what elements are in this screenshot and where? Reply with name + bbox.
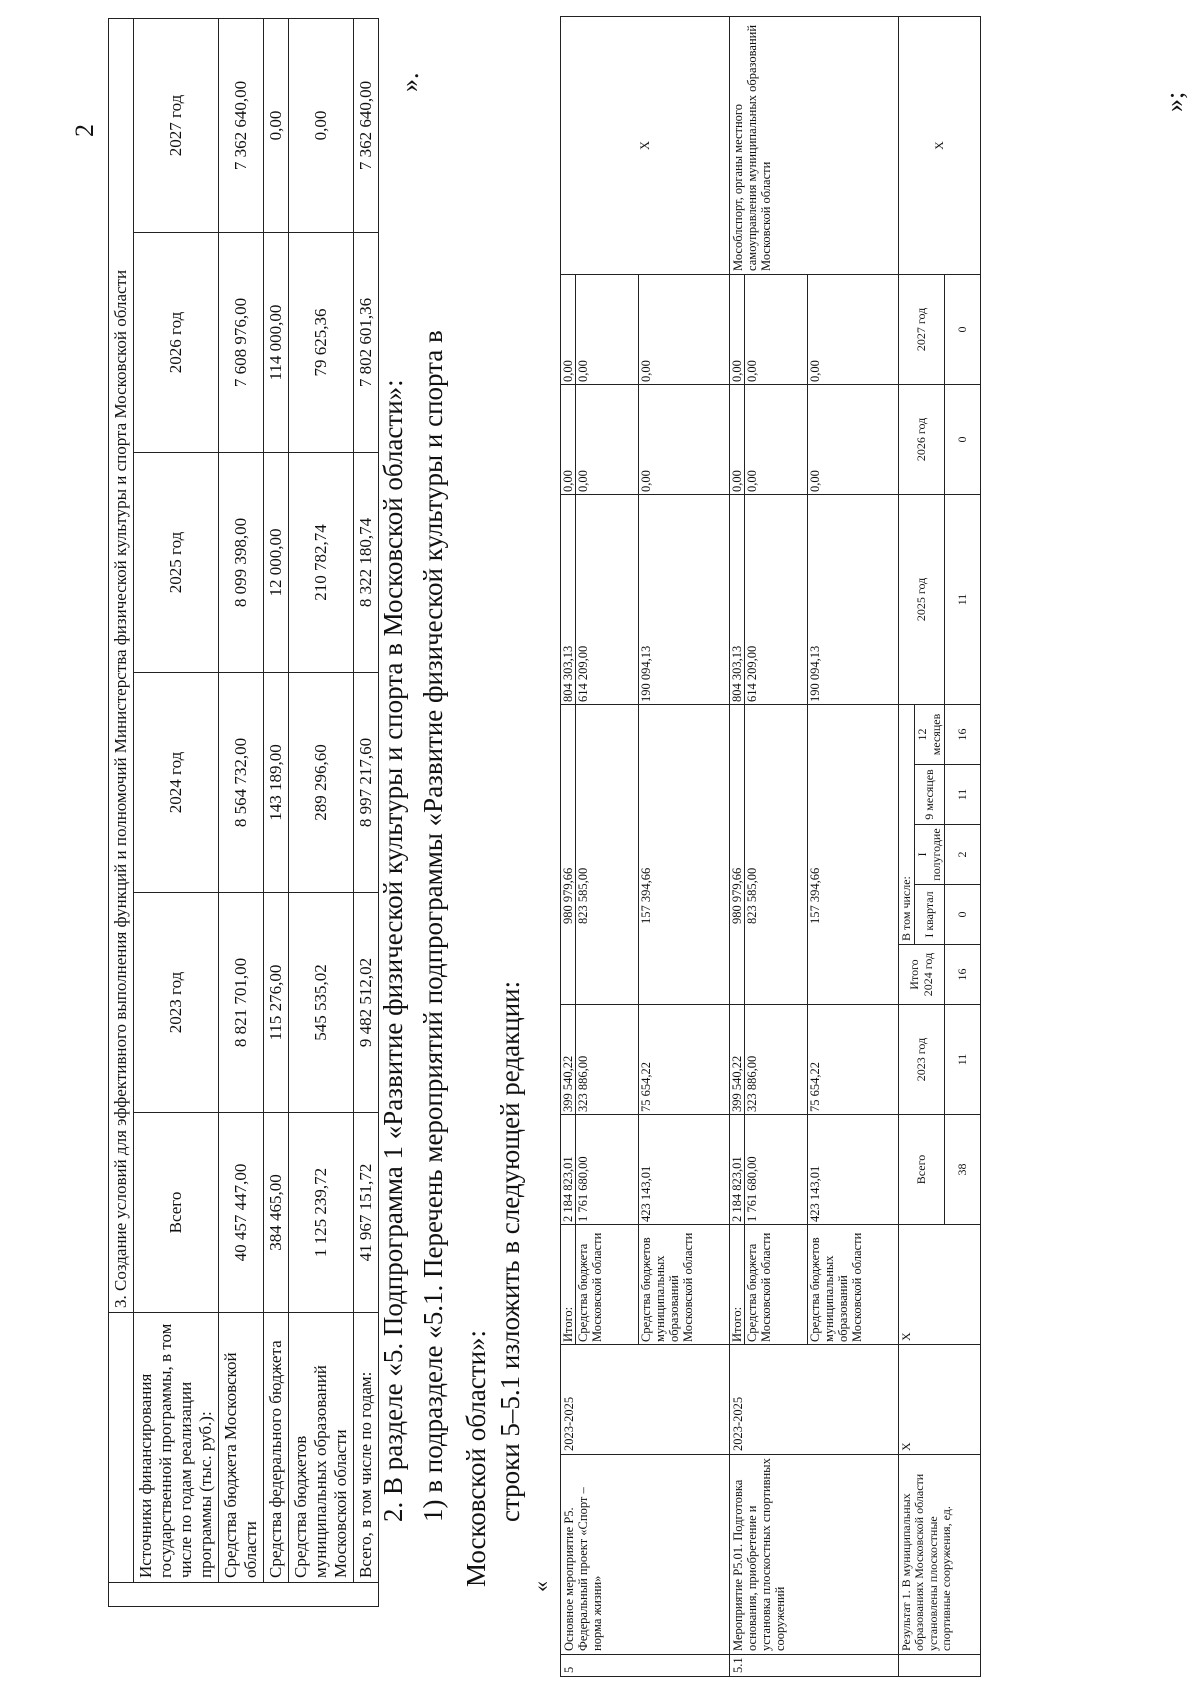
y2025-values [730,495,898,704]
cell-value: 8 821 701,00 [219,893,264,1113]
cell-value: 143 189,00 [264,673,289,893]
cell-value: 8 322 180,74 [354,453,379,673]
closing-quote: ». [395,72,424,92]
cell-value: 0,00 [561,385,576,494]
row-label: Средства бюджета Московской области [219,1313,264,1583]
table-row [730,16,899,1676]
cell-value: 157 394,66 [639,867,653,924]
opening-quote: « [528,1581,553,1592]
col-12m: 12 месяцев [915,704,945,764]
cell-value: 115 276,00 [264,893,289,1113]
cell-value: 980 979,66 [561,705,576,1004]
table1-header-label: Источники финансирования государственной программы, в том числе по годам реализации программы (тыс. руб.): [134,1313,219,1583]
empty-left-cell [109,1583,379,1607]
cell-value: 614 209,00 [576,495,639,704]
cell-value: 823 585,00 [576,705,639,1004]
cell-value: 323 886,00 [745,1005,808,1114]
cell-value: 16 [945,704,981,764]
y2023-values [730,1005,898,1114]
cell-value: 75 654,22 [808,1062,822,1112]
paragraph-section-2: 2. В разделе «5. Подпрограмма 1 «Развитие физической культуры и спорта в Московской области»: [378,379,408,1522]
col-2023: 2023 год [899,1005,945,1115]
col-q1: I квартал [915,885,945,945]
col-9m: 9 месяцев [915,765,945,825]
col-2026: 2026 год [134,233,219,453]
cell-value: 8 564 732,00 [219,673,264,893]
cell-value: 0,00 [561,275,576,384]
cell-value: 0 [945,384,981,494]
cell-value: 423 143,01 [808,1165,822,1222]
cell-value: 8 997 217,60 [354,673,379,893]
y2027-values [561,275,729,384]
cell-value: 2 184 823,01 [561,1115,576,1224]
empty-num-cell [899,1655,981,1677]
cell-value: 545 535,02 [289,893,354,1113]
row-label: Средства федерального бюджета [264,1313,289,1583]
cell-value: 399 540,22 [730,1005,745,1114]
col-2026: 2026 год [899,384,945,494]
y2023-values [561,1005,729,1114]
cell-value: 75 654,22 [639,1062,653,1112]
cell-value: 614 209,00 [745,495,808,704]
source-label: Итого: [561,1225,576,1344]
total-values [730,1115,898,1224]
col-total: Всего [134,1113,219,1313]
col-2024: 2024 год [134,673,219,893]
result-x: X [899,1225,981,1345]
responsible-cell: Мособлспорт, органы местного самоуправления муниципальных образований Московской области [730,16,899,274]
cell-value: 804 303,13 [730,495,745,704]
cell-value: 0,00 [576,385,639,494]
cell-value: 0,00 [730,385,745,494]
source-label: Средства бюджетов муниципальных образований Московской области [808,1232,864,1342]
cell-value: 12 000,00 [264,453,289,673]
cell-value: 0,00 [264,18,289,232]
cell-value: 190 094,13 [808,645,822,702]
cell-value: 0,00 [745,275,808,384]
page-number: 2 [70,124,99,137]
cell-value: 16 [945,945,981,1005]
cell-value: 0,00 [730,275,745,384]
cell-value: 40 457 447,00 [219,1113,264,1313]
col-h1: I полугодие [915,825,945,885]
cell-value: 0,00 [808,360,822,382]
cell-value: 0 [945,274,981,384]
cell-value: 11 [945,494,981,704]
paragraph-instruction: строки 5–5.1 изложить в следующей редакции: [495,980,525,1522]
empty-title-cell [109,1313,134,1583]
activity-period: 2023-2025 [561,1345,730,1455]
col-2023: 2023 год [134,893,219,1113]
cell-value: 980 979,66 [730,705,745,1004]
activities-table [560,16,981,1677]
source-label: Итого: [730,1225,745,1344]
cell-value: 1 761 680,00 [745,1115,808,1224]
cell-value: 11 [945,765,981,825]
cell-value: 157 394,66 [808,867,822,924]
y2024-values [730,705,898,1004]
sources-list [561,1225,729,1344]
cell-value: 0,00 [745,385,808,494]
financing-sources-table [108,18,379,1607]
cell-value: 114 000,00 [264,233,289,453]
cell-value: 210 782,74 [289,453,354,673]
cell-value: 9 482 512,02 [354,893,379,1113]
cell-value: 0,00 [639,360,653,382]
activity-period: 2023-2025 [730,1345,899,1455]
cell-value: 7 362 640,00 [219,18,264,232]
activity-name: Основное мероприятие Р5. Федеральный проект «Спорт – норма жизни» [561,1455,730,1655]
row-number: 5 [561,1655,730,1677]
row-number: 5.1 [730,1655,899,1677]
table-row [561,16,730,1676]
cell-value: 1 761 680,00 [576,1115,639,1224]
sources-list [730,1225,898,1344]
cell-value: 2 184 823,01 [730,1115,745,1224]
total-values [561,1115,729,1224]
cell-value: 11 [945,1005,981,1115]
paragraph-subsection: 1) в подразделе «5.1. Перечень мероприятий подпрограммы «Развитие физической культуры и спорта в [418,330,448,1522]
cell-value: 384 465,00 [264,1113,289,1313]
table1-title: 3. Создание условий для эффективного выполнения функций и полномочий Министерства физической культуры и спорта Московской области [109,18,134,1312]
result-header-row [899,16,915,1676]
cell-value: 323 886,00 [576,1005,639,1114]
cell-value: 0,00 [639,470,653,492]
source-label: Средства бюджетов муниципальных образований Московской области [639,1232,695,1342]
cell-value: 0 [945,885,981,945]
cell-value: 38 [945,1115,981,1225]
cell-value: 0,00 [289,18,354,232]
activity-name: Мероприятие Р5.01. Подготовка основания, приобретение и установка плоскостных спортивных сооружений [730,1455,899,1655]
cell-value: 423 143,01 [639,1165,653,1222]
cell-value: 8 099 398,00 [219,453,264,673]
col-in-that: В том числе: [899,704,915,944]
cell-value: 0,00 [576,275,639,384]
cell-value: 7 608 976,00 [219,233,264,453]
source-label: Средства бюджета Московской области [576,1225,639,1344]
y2026-values [561,385,729,494]
row-label: Средства бюджетов муниципальных образований Московской области [289,1313,354,1583]
cell-value: 0,00 [808,470,822,492]
responsible-cell: X [561,16,730,274]
y2027-values [730,275,898,384]
y2026-values [730,385,898,494]
result-x: X [899,1345,981,1455]
cell-value: 1 125 239,72 [289,1113,354,1313]
y2024-values [561,705,729,1004]
cell-value: 399 540,22 [561,1005,576,1114]
cell-value: 7 362 640,00 [354,18,379,232]
end-quote: »; [1160,91,1189,112]
cell-value: 41 967 151,72 [354,1113,379,1313]
row-label: Всего, в том числе по годам: [354,1313,379,1583]
col-2027: 2027 год [899,274,945,384]
paragraph-continuation: Московской области»: [461,1329,491,1587]
col-2027: 2027 год [134,18,219,232]
cell-value: 190 094,13 [639,645,653,702]
y2025-values [561,495,729,704]
cell-value: 823 585,00 [745,705,808,1004]
result-name: Результат 1. В муниципальных образованиях Московской области установлены плоскостные спортивные сооружения, ед. [899,1455,981,1655]
cell-value: 79 625,36 [289,233,354,453]
col-2025: 2025 год [899,494,945,704]
source-label: Средства бюджета Московской области [745,1225,808,1344]
col-total: Всего [899,1115,945,1225]
col-itogo-2024: Итого 2024 год [899,945,945,1005]
cell-value: 289 296,60 [289,673,354,893]
result-x: X [899,16,981,274]
cell-value: 804 303,13 [561,495,576,704]
cell-value: 2 [945,825,981,885]
col-2025: 2025 год [134,453,219,673]
cell-value: 7 802 601,36 [354,233,379,453]
